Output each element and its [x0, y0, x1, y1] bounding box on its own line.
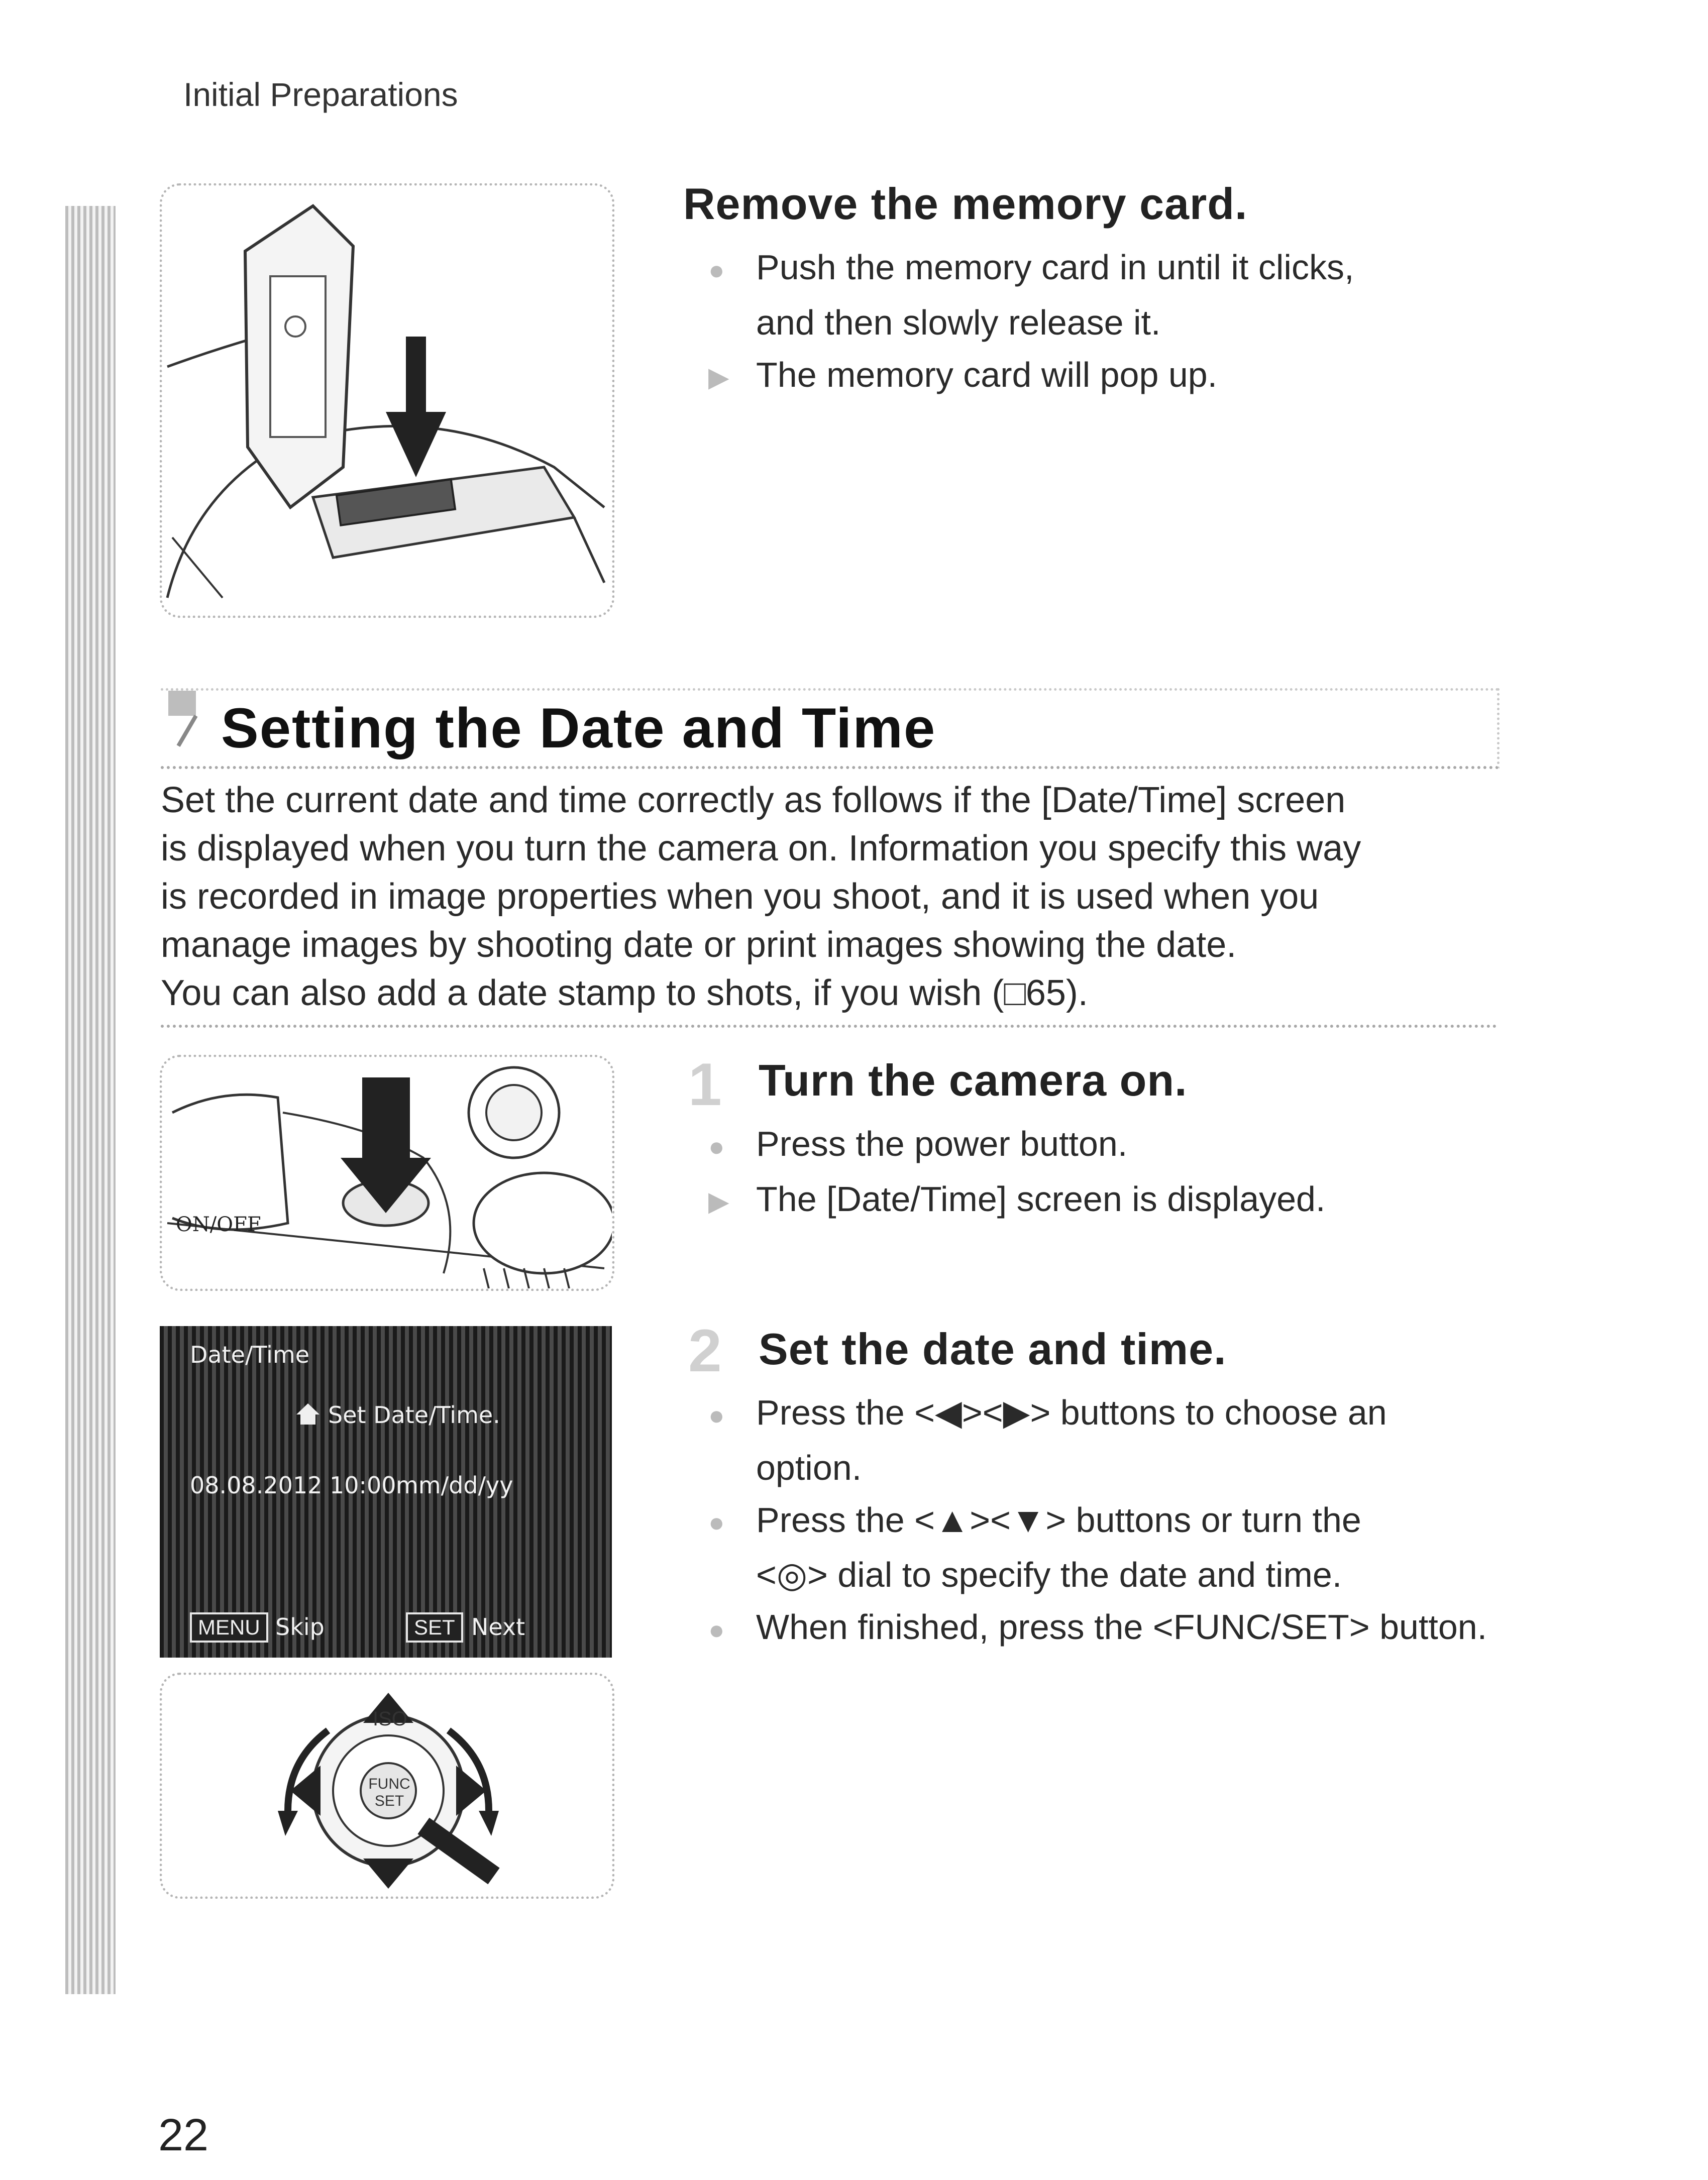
list-item: <◎> dial to specify the date and time. — [756, 1555, 1342, 1595]
intro-line: is displayed when you turn the camera on. Information you specify this way — [161, 828, 1361, 868]
step-1-title: Turn the camera on. — [759, 1055, 1188, 1105]
side-tab-stripe — [65, 206, 116, 1994]
bullet-marker: ● — [708, 255, 725, 285]
power-label: ON/OFF — [176, 1213, 261, 1236]
camera-card-slot-drawing — [162, 186, 612, 615]
list-item: ● Press the <◀><▶> buttons to choose an — [708, 1393, 1387, 1432]
intro-line: Set the current date and time correctly as follows if the [Date/Time] screen — [161, 780, 1346, 820]
list-item: and then slowly release it. — [756, 302, 1161, 342]
intro-line: is recorded in image properties when you shoot, and it is used when you — [161, 877, 1319, 917]
result-marker: ▶ — [708, 362, 729, 393]
list-item: ▶ The [Date/Time] screen is displayed. — [708, 1179, 1326, 1219]
section-title: Setting the Date and Time — [221, 697, 936, 759]
power-button-illustration — [160, 1055, 614, 1291]
list-item: ● Press the power button. — [708, 1124, 1128, 1163]
step-1-bullets — [708, 1118, 1487, 1228]
intro-line: manage images by shooting date or print images showing the date. — [161, 925, 1237, 965]
dial-label-func: FUNC SET — [368, 1776, 410, 1809]
step-number: 1 — [688, 1051, 722, 1118]
memory-card-illustration — [160, 183, 614, 618]
memory-card-bullets — [708, 241, 1487, 403]
list-item: option. — [756, 1448, 862, 1487]
set-key: SET — [406, 1612, 463, 1643]
running-title: Initial Preparations — [183, 76, 458, 113]
wrench-icon — [166, 688, 214, 748]
skip-label: Skip — [275, 1613, 325, 1641]
next-label: Next — [471, 1613, 525, 1641]
step-2-title: Set the date and time. — [759, 1324, 1227, 1374]
intro-line: You can also add a date stamp to shots, if you wish (□65). — [161, 973, 1088, 1013]
page-number: 22 — [158, 2110, 209, 2160]
screen-subtitle: Set Date/Time. — [328, 1401, 500, 1429]
dial-label-iso: ISO — [373, 1708, 407, 1730]
date-format: mm/dd/yy — [396, 1472, 513, 1499]
section-divider — [161, 1025, 1497, 1028]
step-2-bullets — [708, 1386, 1497, 1656]
memory-card-title: Remove the memory card. — [683, 179, 1248, 229]
home-icon — [295, 1401, 321, 1427]
list-item: ● When finished, press the <FUNC/SET> button. — [708, 1607, 1487, 1647]
date-value: 08.08.2012 10:00 — [190, 1472, 396, 1499]
step-number: 2 — [688, 1317, 722, 1384]
screen-title: Date/Time — [190, 1341, 310, 1368]
date-time-screen — [160, 1326, 612, 1658]
camera-top-drawing — [162, 1057, 612, 1288]
list-item: ▶ The memory card will pop up. — [708, 349, 1487, 404]
list-item: ● Press the <▲><▼> buttons or turn the — [708, 1500, 1361, 1540]
list-item: ● Push the memory card in until it clicks, — [708, 241, 1487, 296]
menu-key: MENU — [190, 1612, 268, 1643]
